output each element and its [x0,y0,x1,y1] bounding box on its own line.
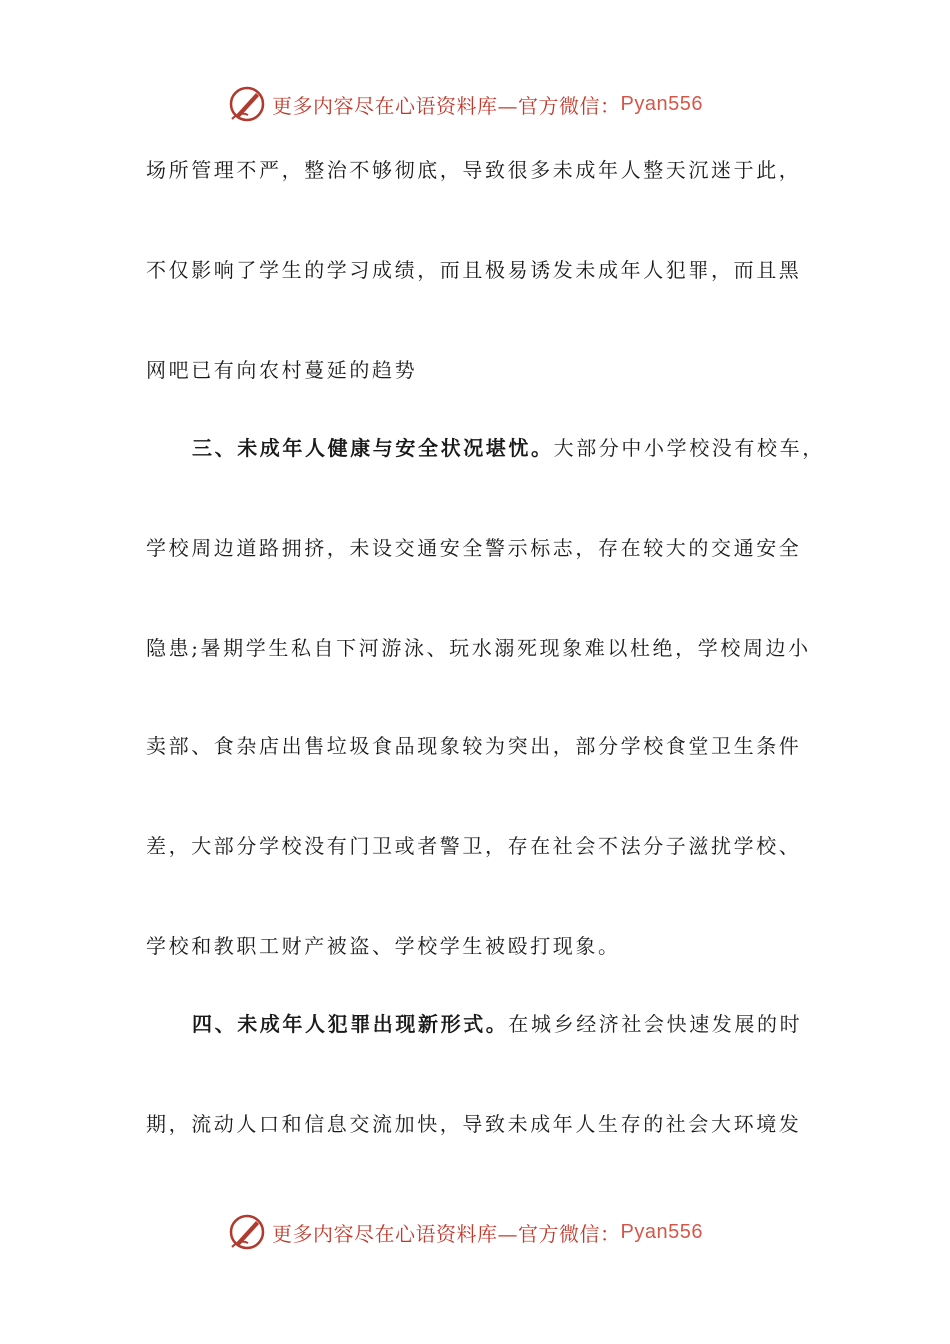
body-line: 学校和教职工财产被盗、学校学生被殴打现象。 [146,934,621,958]
body-line: 不仅影响了学生的学习成绩，而且极易诱发未成年人犯罪，而且黑 [146,258,802,282]
banner-text: 更多内容尽在心语资料库—官方微信： [272,1221,621,1246]
section3-text: 大部分中小学校没有校车， [553,436,825,460]
body-line: 卖部、食杂店出售垃圾食品现象较为突出，部分学校食堂卫生条件 [146,734,802,758]
body-line: 差，大部分学校没有门卫或者警卫，存在社会不法分子滋扰学校、 [146,834,802,858]
section4-first-line [192,1010,802,1038]
section4-text: 在城乡经济社会快速发展的时 [508,1012,803,1036]
body-line: 隐患;暑期学生私自下河游泳、玩水溺死现象难以杜绝，学校周边小 [146,636,811,660]
footer-banner [228,1212,703,1252]
pen-logo-icon [228,85,266,123]
banner-wechat-id: Pyan556 [620,1220,703,1243]
body-line: 网吧已有向农村蔓延的趋势 [146,358,418,382]
body-line: 场所管理不严，整治不够彻底，导致很多未成年人整天沉迷于此， [146,158,802,182]
banner-text: 更多内容尽在心语资料库—官方微信： [272,93,621,118]
body-line: 学校周边道路拥挤，未设交通安全警示标志，存在较大的交通安全 [146,536,802,560]
banner-wechat-id: Pyan556 [620,92,703,115]
pen-logo-icon [228,1213,266,1251]
section3-first-line [192,434,825,462]
body-line: 期，流动人口和信息交流加快，导致未成年人生存的社会大环境发 [146,1112,802,1136]
header-banner [228,84,703,124]
section4-heading: 四、未成年人犯罪出现新形式。 [192,1012,509,1036]
section3-heading: 三、未成年人健康与安全状况堪忧。 [192,436,554,460]
